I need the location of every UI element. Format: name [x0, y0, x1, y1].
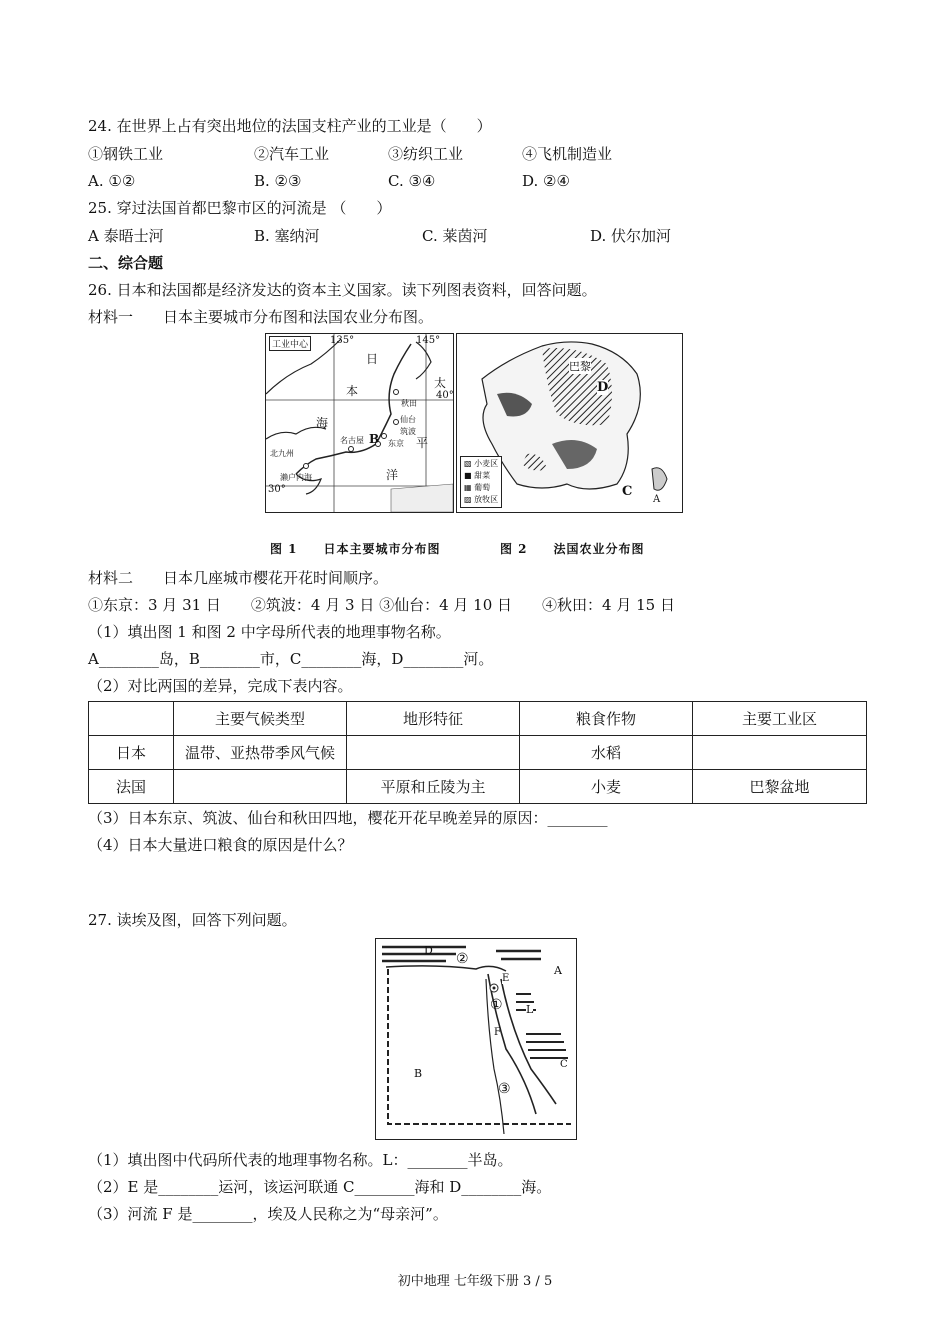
q25-choice-a: A 泰晤士河	[88, 227, 164, 245]
ocean-char-1: 太	[434, 376, 447, 390]
lat-30: 30°	[268, 484, 286, 495]
legend-pasture-label: 放牧区	[474, 495, 499, 504]
table-cell[interactable]	[347, 736, 520, 770]
sea-char-2: 本	[346, 384, 359, 398]
egypt-label-b: B	[414, 1067, 423, 1080]
ocean-char-3: 洋	[386, 468, 399, 482]
table-header-row	[89, 702, 867, 736]
legend-grape: ▦ 葡萄	[464, 483, 491, 492]
q24-choice-c: C. ③④	[388, 172, 436, 190]
q24-stem: 24. 在世界上占有突出地位的法国支柱产业的工业是（ ）	[88, 117, 492, 135]
egypt-label-d: D	[424, 944, 433, 957]
q24-item-2: ②汽车工业	[254, 145, 330, 163]
table-header-cell	[89, 702, 174, 736]
q27-stem: 27. 读埃及图，回答下列问题。	[88, 911, 297, 929]
q27-sub3: （3）河流 F 是________，埃及人民称之为“母亲河”。	[88, 1205, 448, 1223]
egypt-label-f: F	[494, 1027, 501, 1038]
table-header-cell: 主要工业区	[693, 702, 867, 736]
q26-sub1: （1）填出图 1 和图 2 中字母所代表的地理事物名称。	[88, 623, 451, 641]
egypt-label-2: ②	[456, 951, 469, 967]
label-a: A	[653, 494, 661, 505]
table-row	[89, 770, 867, 804]
city-kitakyushu: 北九州	[270, 449, 294, 458]
q26-stem: 26. 日本和法国都是经济发达的资本主义国家。读下列图表资料，回答问题。	[88, 281, 597, 299]
france-legend	[460, 456, 502, 508]
egypt-label-a: A	[554, 964, 562, 977]
table-cell[interactable]	[174, 770, 347, 804]
q26-bloom-times: ①东京：3 月 31 日 ②筑波：4 月 3 日 ③仙台：4 月 10 日 ④秋田：4 月 15 日	[88, 596, 675, 614]
q26-material2: 材料二 日本几座城市樱花开花时间顺序。	[88, 569, 389, 587]
table-cell[interactable]	[693, 736, 867, 770]
japan-map-drawing	[266, 334, 453, 512]
city-nagoya: 名古屋	[340, 436, 364, 445]
table-header-cell: 主要气候类型	[174, 702, 347, 736]
q24-choice-a: A. ①②	[88, 172, 136, 190]
q25-choice-b: B. 塞纳河	[254, 227, 320, 245]
lon-145: 145°	[416, 335, 441, 346]
q25-choice-c: C. 莱茵河	[422, 227, 488, 245]
q27-sub2: （2）E 是________运河，该运河联通 C________海和 D________海。	[88, 1178, 552, 1196]
table-cell: 法国	[89, 770, 174, 804]
egypt-label-c: C	[560, 1059, 568, 1070]
q26-sub2: （2）对比两国的差异，完成下表内容。	[88, 677, 353, 695]
section-title: 二、综合题	[88, 254, 164, 272]
label-c: C	[622, 484, 633, 499]
egypt-label-3: ③	[498, 1081, 511, 1097]
table-cell: 日本	[89, 736, 174, 770]
sea-char-1: 日	[366, 352, 379, 366]
legend-industry-center: 工业中心	[269, 336, 311, 351]
q25-stem: 25. 穿过法国首都巴黎市区的河流是 （ ）	[88, 199, 392, 217]
egypt-label-l: L	[526, 1003, 534, 1016]
table-cell: 小麦	[520, 770, 693, 804]
egypt-map	[375, 938, 577, 1140]
legend-beet: ■ 甜菜	[464, 471, 491, 480]
city-akita: 秋田	[401, 399, 417, 408]
q24-item-1: ①钢铁工业	[88, 145, 164, 163]
label-paris: 巴黎	[569, 360, 591, 373]
q26-sub4: （4）日本大量进口粮食的原因是什么？	[88, 836, 353, 854]
egypt-label-1: ①	[490, 997, 503, 1013]
ocean-char-2: 平	[416, 436, 429, 450]
sea-char-3: 海	[316, 416, 329, 430]
france-agriculture-map	[456, 333, 683, 513]
city-sendai: 仙台	[400, 415, 416, 424]
city-setonaikai: 濑户内海	[280, 473, 312, 482]
table-header-cell: 地形特征	[347, 702, 520, 736]
table-cell: 温带、亚热带季风气候	[174, 736, 347, 770]
q26-sub1-blanks: A________岛，B________市，C________海，D________河。	[88, 650, 494, 668]
fig1-caption: 图 1 日本主要城市分布图	[270, 542, 441, 556]
egypt-label-e: E	[502, 973, 510, 984]
legend-beet-label: 甜菜	[474, 471, 491, 480]
table-cell: 巴黎盆地	[693, 770, 867, 804]
city-tokyo: 东京	[388, 439, 404, 448]
table-header-cell: 粮食作物	[520, 702, 693, 736]
japan-city-map	[265, 333, 454, 513]
label-d: D	[597, 380, 609, 395]
legend-grape-label: 葡萄	[474, 483, 491, 492]
city-tsukuba: 筑波	[400, 427, 416, 436]
page-footer: 初中地理 七年级下册 3 / 5	[397, 1274, 553, 1289]
lon-135: 135°	[330, 335, 355, 346]
table-cell: 水稻	[520, 736, 693, 770]
label-b: B	[369, 432, 380, 446]
legend-pasture: ▨ 放牧区	[464, 495, 499, 504]
comparison-table	[88, 701, 867, 804]
legend-wheat-label: 小麦区	[474, 459, 499, 468]
q25-choice-d: D. 伏尔加河	[590, 227, 672, 245]
egypt-map-drawing	[376, 939, 576, 1139]
lat-40: 40°	[436, 390, 454, 401]
q24-item-3: ③纺织工业	[388, 145, 464, 163]
q26-material1: 材料一 日本主要城市分布图和法国农业分布图。	[88, 308, 434, 326]
table-cell: 平原和丘陵为主	[347, 770, 520, 804]
q24-item-4: ④飞机制造业	[522, 145, 613, 163]
q27-sub1: （1）填出图中代码所代表的地理事物名称。L：________半岛。	[88, 1151, 513, 1169]
q24-choice-b: B. ②③	[254, 172, 302, 190]
q24-choice-d: D. ②④	[522, 172, 570, 190]
legend-wheat: ▧ 小麦区	[464, 459, 499, 468]
table-row	[89, 736, 867, 770]
fig2-caption: 图 2 法国农业分布图	[500, 542, 645, 556]
q26-sub3: （3）日本东京、筑波、仙台和秋田四地，樱花开花早晚差异的原因：________	[88, 809, 608, 827]
